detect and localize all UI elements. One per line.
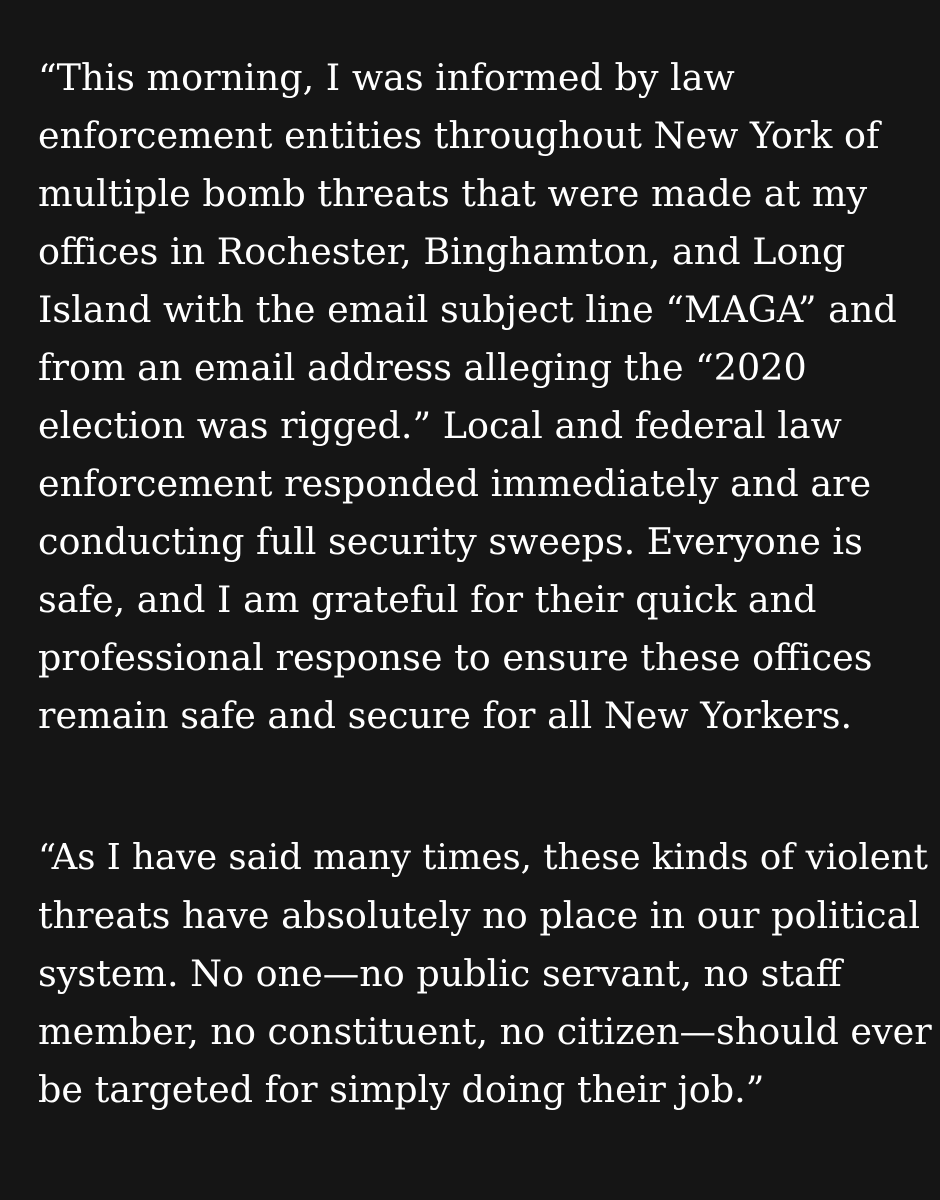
text-line: “As I have said many times, these kinds of violent xyxy=(38,837,928,878)
text-line: be targeted for simply doing their job.” xyxy=(38,1068,765,1111)
text-line: from an email address alleging the “2020 xyxy=(38,346,807,389)
text-line: member, no constituent, no citizen—should ever xyxy=(38,1010,932,1053)
text-line: election was rigged.” Local and federal law xyxy=(38,404,842,447)
text-line: system. No one—no public servant, no staff xyxy=(38,952,842,995)
text-line: “This morning, I was informed by law xyxy=(38,56,735,99)
text-line: threats have absolutely no place in our political xyxy=(38,894,921,937)
text-line: offices in Rochester, Binghamton, and Long xyxy=(38,230,846,273)
text-line: remain safe and secure for all New Yorkers. xyxy=(38,694,853,737)
text-line: professional response to ensure these offices xyxy=(38,636,873,679)
text-line: conducting full security sweeps. Everyone is xyxy=(38,520,863,563)
text-line: enforcement entities throughout New York of xyxy=(38,114,880,157)
text-line: enforcement responded immediately and are xyxy=(38,462,872,505)
text-line: multiple bomb threats that were made at my xyxy=(38,172,868,215)
text-line: Island with the email subject line “MAGA” and xyxy=(38,288,897,331)
text-line: safe, and I am grateful for their quick and xyxy=(38,578,817,621)
